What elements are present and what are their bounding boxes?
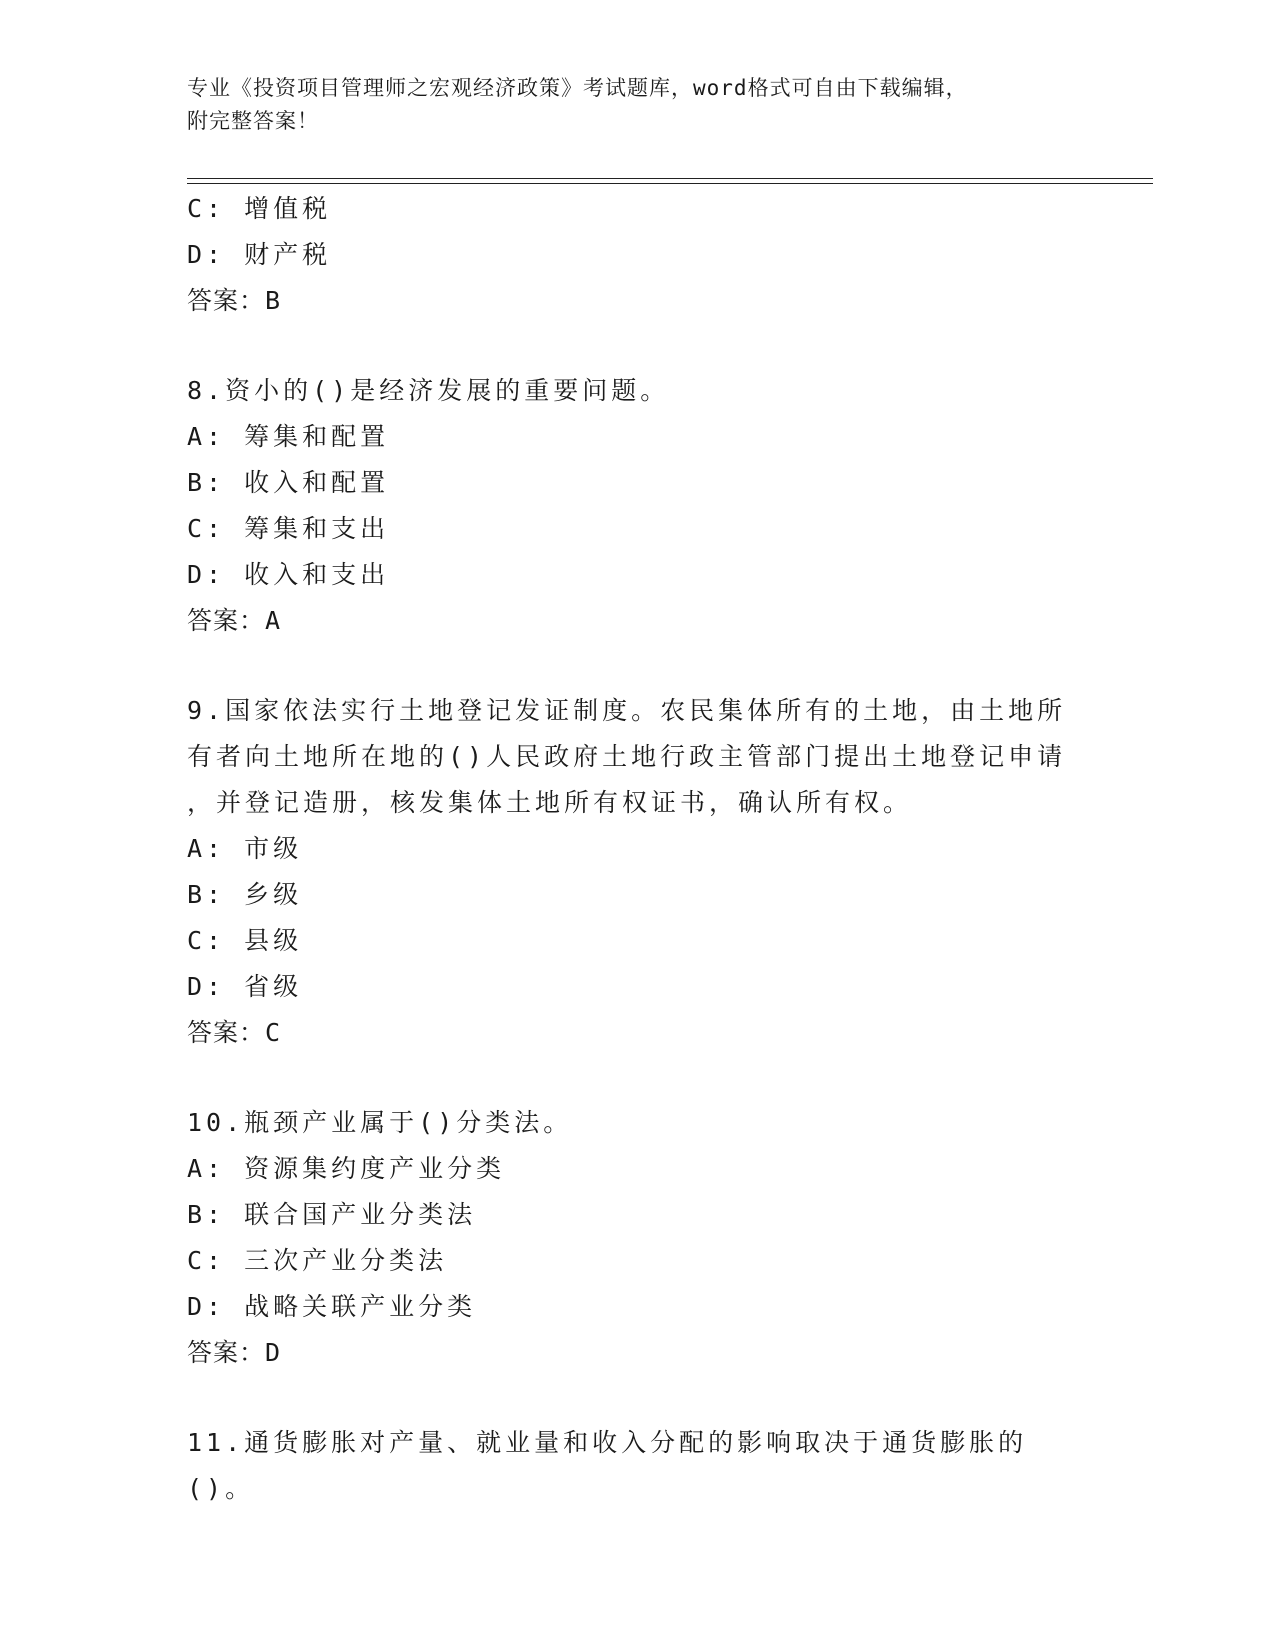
- q8-answer: 答案：A: [187, 606, 282, 635]
- header-line-2: 附完整答案！: [187, 109, 319, 133]
- question-11: [187, 1420, 1087, 1512]
- spacer: [187, 324, 1087, 368]
- spacer: [187, 644, 1087, 688]
- question-8: [187, 368, 1087, 644]
- q10-option-c: C: 三次产业分类法: [187, 1246, 448, 1275]
- header-rule-bottom: [187, 183, 1153, 184]
- q9-option-c: C: 县级: [187, 926, 303, 955]
- q10-option-d: D: 战略关联产业分类: [187, 1292, 477, 1321]
- q9-stem-line-2: 有者向土地所在地的()人民政府土地行政主管部门提出土地登记申请: [187, 742, 1067, 771]
- q9-option-b: B: 乡级: [187, 880, 303, 909]
- header-rule-top: [187, 178, 1153, 179]
- spacer: [187, 1376, 1087, 1420]
- q8-option-c: C: 筹集和支出: [187, 514, 390, 543]
- q7-option-d: D: 财产税: [187, 240, 332, 269]
- question-list: [187, 186, 1087, 1512]
- q9-option-d: D: 省级: [187, 972, 303, 1001]
- q7-answer: 答案：B: [187, 286, 282, 315]
- q8-option-a: A: 筹集和配置: [187, 422, 390, 451]
- header-line-1: 专业《投资项目管理师之宏观经济政策》考试题库，word格式可自由下载编辑，: [187, 76, 968, 100]
- question-10: [187, 1100, 1087, 1376]
- q10-option-a: A: 资源集约度产业分类: [187, 1154, 506, 1183]
- q9-stem-line-3: ，并登记造册，核发集体土地所有权证书，确认所有权。: [187, 788, 913, 817]
- document-header: [187, 72, 1067, 138]
- spacer: [187, 1056, 1087, 1100]
- q11-stem: 11.通货膨胀对产量、就业量和收入分配的影响取决于通货膨胀的()。: [187, 1428, 1028, 1503]
- q9-option-a: A: 市级: [187, 834, 303, 863]
- q9-stem-line-1: 9.国家依法实行土地登记发证制度。农民集体所有的土地，由土地所: [187, 696, 1067, 725]
- q7-option-c: C: 增值税: [187, 194, 332, 223]
- question-9: [187, 688, 1087, 1056]
- q10-option-b: B: 联合国产业分类法: [187, 1200, 477, 1229]
- q10-answer: 答案：D: [187, 1338, 282, 1367]
- q8-option-d: D: 收入和支出: [187, 560, 390, 589]
- q8-stem: 8.资小的()是经济发展的重要问题。: [187, 376, 670, 405]
- q9-answer: 答案：C: [187, 1018, 282, 1047]
- q8-option-b: B: 收入和配置: [187, 468, 390, 497]
- q10-stem: 10.瓶颈产业属于()分类法。: [187, 1108, 573, 1137]
- question-7: [187, 186, 1087, 324]
